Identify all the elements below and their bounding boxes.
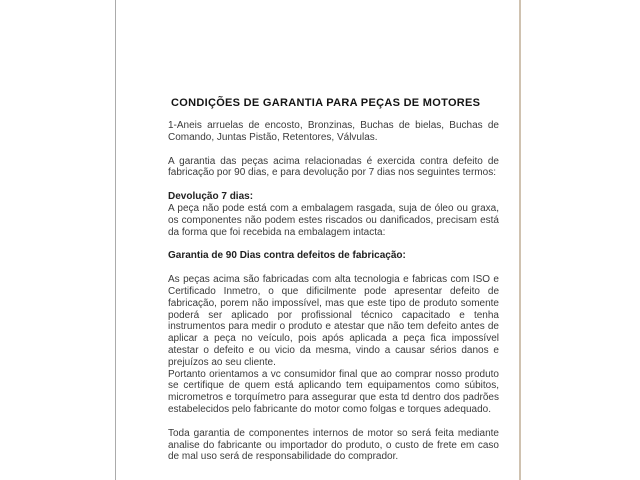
return-policy-paragraph: A peça não pode está com a embalagem rasgada, suja de óleo ou graxa, os componentes não podem estes riscados ou danificados, precisam está da forma que foi recebida na embalagem intacta: [168, 202, 499, 238]
defects-warranty-heading: Garantia de 90 Dias contra defeitos de fabricação: [168, 250, 406, 262]
defects-warranty-paragraph-1: As peças acima são fabricadas com alta tecnologia e fabricas com ISO e Certificado Inmetro, o que dificilmente pode apresentar defeito de fabricação, porem não impossível, mas que este tipo de produto somente poderá ser aplicado por profissional técnico capacitado e tenha instrumentos para medir o produto e atestar que não tem defeito antes de aplicar a peça no veículo, pois após aplicada a peça fica impossível atestar o defeito e ou vicio da mesma, vindo a causar sérios danos e prejuízos ao seu cliente. [168, 274, 499, 368]
warranty-summary-paragraph: A garantia das peças acima relacionadas é exercida contra defeito de fabricação por 90 dias, e para devolução por 7 dias nos seguintes termos: [168, 155, 499, 179]
document-title: CONDIÇÕES DE GARANTIA PARA PEÇAS DE MOTORES [171, 97, 481, 109]
parts-list-paragraph: 1-Aneis arruelas de encosto, Bronzinas, Buchas de bielas, Buchas de Comando, Juntas Pistão, Retentores, Válvulas. [168, 120, 499, 143]
page-content [116, 0, 519, 463]
defects-warranty-paragraph-2: Portanto orientamos a vc consumidor final que ao comprar nosso produto se certifique de quem está aplicando tem equipamentos como súbitos, micrometros e torquímetro para assegurar que esta td dentro dos padrões estabelecidos pelo fabricante do motor como folgas e torques adequado. [168, 368, 499, 415]
return-policy-heading: Devolução 7 dias: [168, 191, 254, 203]
final-note-paragraph: Toda garantia de componentes internos de motor so será feita mediante analise do fabricante ou importador do produto, o custo de frete em caso de mal uso será de responsabilidade do comprador. [168, 427, 499, 463]
document-page [115, 0, 521, 480]
